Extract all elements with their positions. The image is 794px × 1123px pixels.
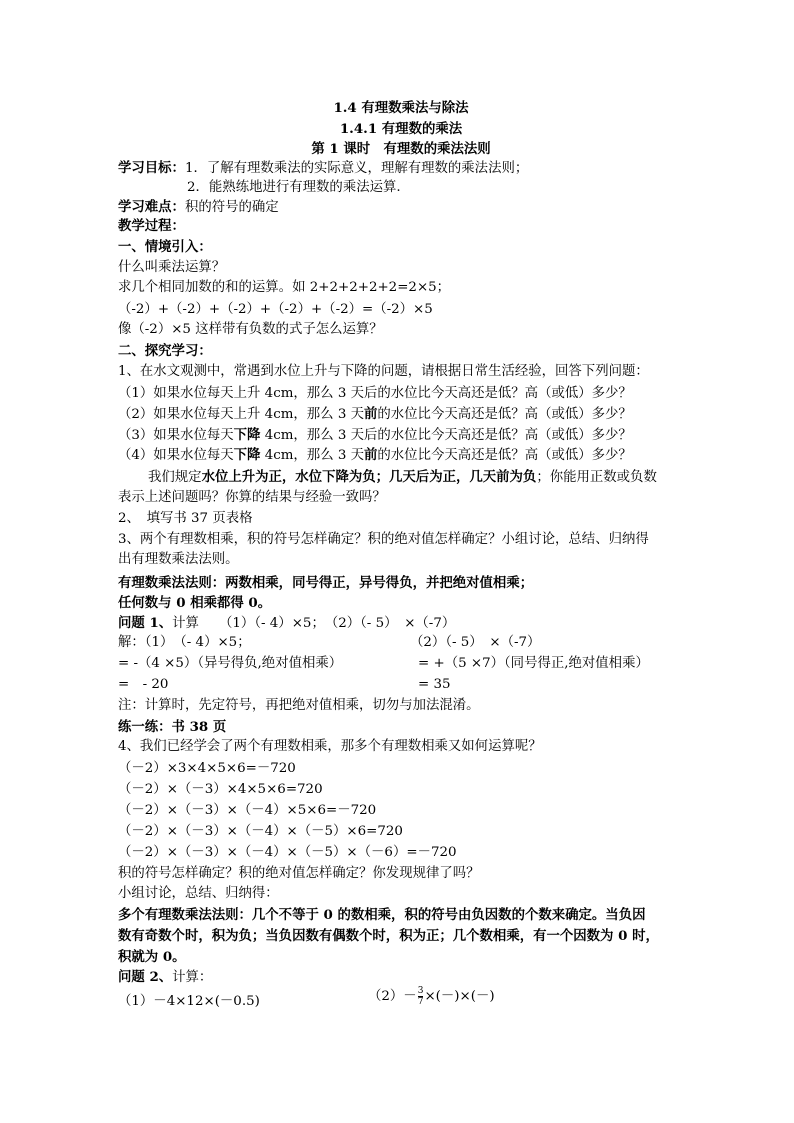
objectives-line-1 <box>118 158 684 179</box>
problem2-line <box>118 967 684 988</box>
problem1-note: 注：计算时，先定符号，再把绝对值相乘，切勿与加法混淆。 <box>118 698 480 713</box>
explore-item-4-e: 的水位比今天高还是低？高（或低）多少？ <box>377 448 632 463</box>
solution-left-3: = - 20 <box>118 677 169 692</box>
explore-p3-b: 出有理数乘法法则。 <box>118 552 239 567</box>
solution-left-1: 解：（1） （- 4）×5； <box>118 635 251 650</box>
explore-item-1: （1）如果水位每天上升 4cm，那么 3 天后的水位比今天高还是低？高（或低）多少？ <box>118 386 632 401</box>
objective-2: 2．能熟练地进行有理数的乘法运算. <box>187 180 401 195</box>
difficulty-text: 积的符号的确定 <box>184 200 279 215</box>
part4-example-2: （－2）×（－3）×4×5×6=720 <box>118 782 323 797</box>
part4-example-1: （－2）×3×4×5×6=－720 <box>118 761 296 776</box>
intro-q1: 什么叫乘法运算？ <box>118 260 226 275</box>
difficulty-label: 学习难点： <box>118 199 185 215</box>
explore-item-2-c: 的水位比今天高还是低？高（或低）多少？ <box>377 407 632 422</box>
problem2-text: 计算： <box>172 970 213 985</box>
problem1-line <box>118 613 684 634</box>
title-lesson: 第 1 课时 有理数的乘法法则 <box>311 141 491 157</box>
fraction <box>418 986 424 1007</box>
explore-p2: 2、 填写书 37 页表格 <box>118 511 253 526</box>
solution-row-3 <box>118 675 684 695</box>
explore-p1: 1、在水文观测中，常遇到水位上升与下降的问题，请根据日常生活经验，回答下列问题： <box>118 364 649 379</box>
part4-example-4: （－2）×（－3）×（－4）×（－5）×6=720 <box>118 824 403 839</box>
explore-item-3-c: 4cm，那么 3 天后的水位比今天高还是低？高（或低）多少？ <box>260 428 632 443</box>
difficulty-line <box>118 197 684 218</box>
objectives-label: 学习目标： <box>118 160 185 176</box>
solution-row-2 <box>118 654 684 674</box>
explore-remark-2: 表示上述问题吗？你算的结果与经验一致吗？ <box>118 490 386 505</box>
solution-right-3: = 35 <box>418 677 451 692</box>
part4-intro: 4、我们已经学会了两个有理数相乘，那多个有理数相乘又如何运算呢？ <box>118 739 542 754</box>
problem2-item-2 <box>368 986 495 1007</box>
solution-right-1: （2）（- 5） ×（-7） <box>410 635 541 650</box>
explore-item-2 <box>118 404 684 425</box>
fraction-denominator: 7 <box>417 997 424 1007</box>
rule-two-numbers: 有理数乘法法则：两数相乘，同号得正，异号得负，并把绝对值相乘； <box>118 575 534 591</box>
problem2-items <box>118 986 684 1012</box>
explore-remark-1-c: ；你能用正数或负数 <box>536 470 657 485</box>
process-heading: 教学过程： <box>118 218 185 234</box>
part4-example-3: （－2）×（－3）×（－4）×5×6=－720 <box>118 803 377 818</box>
title-subsection: 1.4.1 有理数的乘法 <box>339 121 463 137</box>
explore-remark-1 <box>148 467 684 488</box>
problem2-item-2-prefix: （2）－ <box>368 989 417 1004</box>
problem2-item-1: （1）－4×12×(－0.5) <box>118 994 260 1009</box>
intro-q3: （-2）+（-2）+（-2）+（-2）+（-2）=（-2）×5 <box>118 302 433 317</box>
explore-item-2-a: （2）如果水位每天上升 4cm，那么 3 天 <box>118 407 364 422</box>
problem2-label: 问题 2、 <box>118 969 173 985</box>
title-section: 1.4 有理数乘法与除法 <box>333 100 469 116</box>
part4-question: 积的符号怎样确定？积的绝对值怎样确定？你发现规律了吗？ <box>118 866 480 881</box>
explore-item-3-b: 下降 <box>233 427 261 443</box>
problem1-text: 计算 （1）（- 4）×5； （2）（- 5） ×（-7） <box>172 616 456 631</box>
intro-q4: 像（-2）×5 这样带有负数的式子怎么运算？ <box>118 322 383 337</box>
multi-rule-line-1: 多个有理数乘法法则：几个不等于 0 的数相乘，积的符号由负因数的个数来确定。当负因 <box>118 907 646 923</box>
practice-line: 练一练：书 38 页 <box>118 719 227 735</box>
problem1-label: 问题 1、 <box>118 615 173 631</box>
explore-item-4-a: （4）如果水位每天 <box>118 448 234 463</box>
rule-zero: 任何数与 0 相乘都得 0。 <box>118 595 272 611</box>
multi-rule-line-2: 数有奇数个时，积为负；当负因数有偶数个时，积为正；几个数相乘，有一个因数为 0 时， <box>118 928 659 944</box>
explore-remark-1-a: 我们规定 <box>148 470 202 485</box>
explore-item-3 <box>118 425 684 446</box>
explore-item-2-b: 前 <box>364 406 378 422</box>
part4-discussion: 小组讨论，总结、归纳得： <box>118 886 279 901</box>
explore-remark-1-b: 水位上升为正，水位下降为负；几天后为正，几天前为负 <box>201 469 537 485</box>
explore-item-4-b: 下降 <box>233 447 261 463</box>
explore-heading: 二、探究学习： <box>118 343 212 359</box>
explore-item-4 <box>118 445 684 466</box>
problem2-item-2-suffix: ×(－)×(－) <box>424 989 495 1004</box>
explore-item-4-d: 前 <box>364 447 378 463</box>
solution-right-2: = +（5 ×7）（同号得正,绝对值相乘） <box>418 656 649 671</box>
part4-example-5: （－2）×（－3）×（－4）×（－5）×（－6）=－720 <box>118 845 457 860</box>
objective-1: 1．了解有理数乘法的实际意义，理解有理数的乘法法则； <box>184 161 529 176</box>
fraction-numerator: 3 <box>417 986 424 996</box>
intro-q2: 求几个相同加数的和的运算。如 2+2+2+2+2=2×5； <box>118 280 451 295</box>
explore-item-4-c: 4cm，那么 3 天 <box>260 448 365 463</box>
solution-left-2: = -（4 ×5）（异号得负,绝对值相乘） <box>118 656 343 671</box>
explore-item-3-a: （3）如果水位每天 <box>118 428 234 443</box>
multi-rule-line-3: 积就为 0。 <box>118 949 186 965</box>
intro-heading: 一、情境引入： <box>118 239 212 255</box>
solution-row-1 <box>118 633 684 653</box>
explore-p3-a: 3、两个有理数相乘，积的符号怎样确定？积的绝对值怎样确定？小组讨论，总结、归纳得 <box>118 532 649 547</box>
